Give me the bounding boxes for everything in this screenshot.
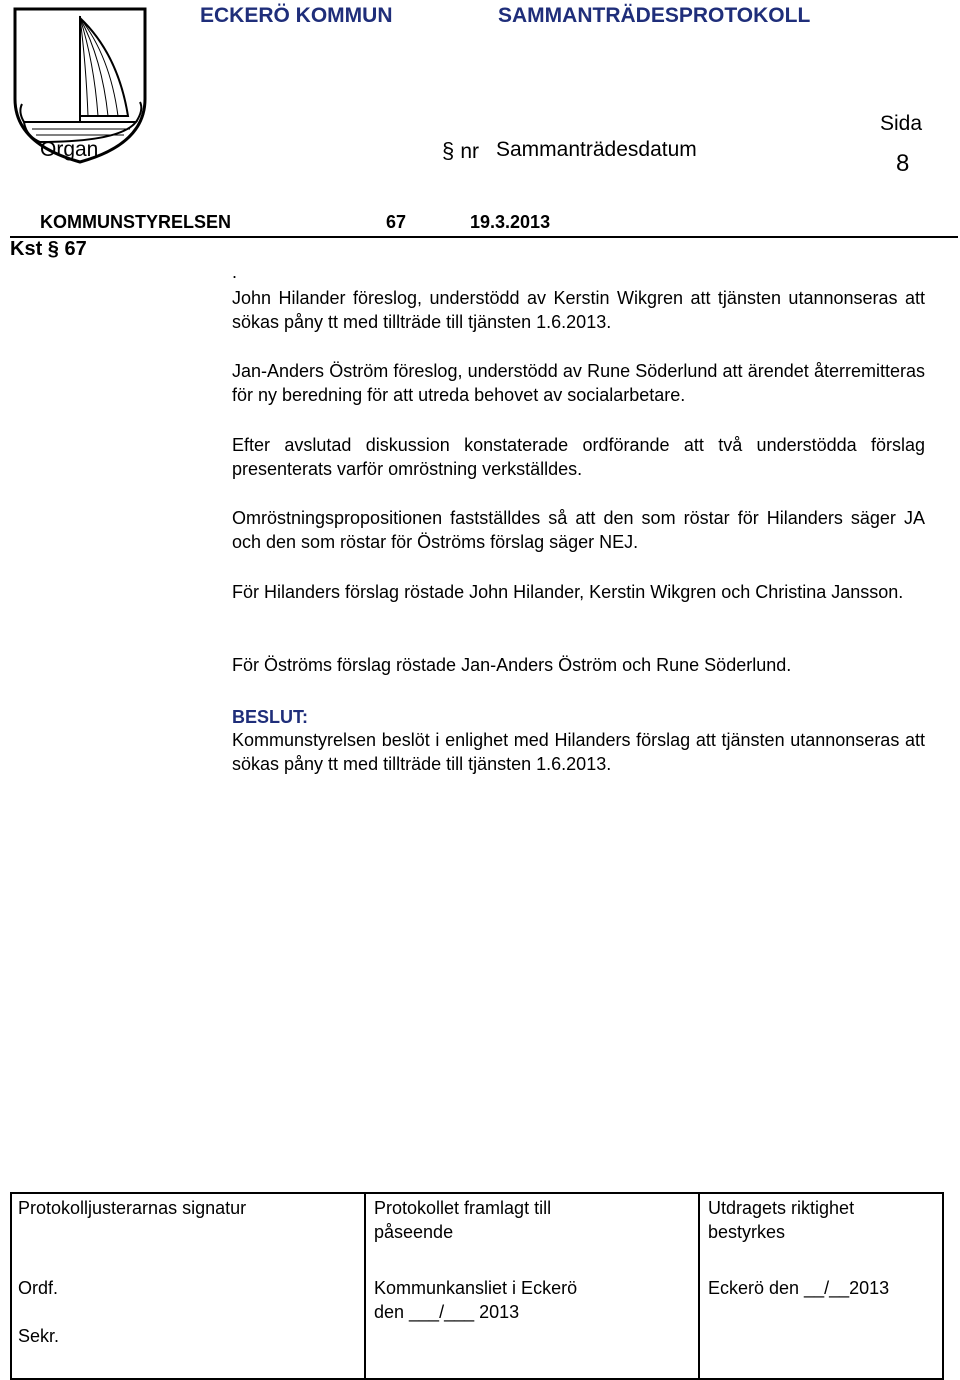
nr-label-text: nr	[460, 140, 480, 163]
signature-column	[12, 1194, 364, 1378]
paragraph-1	[232, 286, 925, 334]
leading-dot: .	[232, 262, 238, 282]
organ-value: KOMMUNSTYRELSEN	[40, 212, 232, 232]
decision-text	[232, 728, 925, 776]
paragraph-4	[232, 506, 925, 554]
org-name: ECKERÖ KOMMUN	[200, 4, 393, 27]
nr-value: 67	[386, 212, 407, 232]
page-label: Sida	[880, 112, 923, 135]
document-type: SAMMANTRÄDESPROTOKOLL	[498, 4, 811, 27]
paragraph-5	[232, 580, 925, 604]
paragraph-6	[232, 653, 925, 677]
secretary-label: Sekr.	[18, 1326, 60, 1346]
certification-column	[698, 1194, 942, 1378]
decision-text-body: Kommunstyrelsen beslöt i enlighet med Hilanders förslag att tjänsten utannonseras att sökas påny tt med tillträde till tjänsten 1.6.2013.	[232, 730, 925, 774]
chair-label: Ordf.	[18, 1278, 59, 1298]
paragraph-4-text: Omröstningspropositionen fastställdes så att den som röstar för Hilanders säger JA och den som röstar för Öströms förslag säger NEJ.	[232, 508, 925, 552]
publication-date: den ___/___ 2013	[374, 1302, 520, 1322]
signature-heading: Protokolljusterarnas signatur	[18, 1198, 247, 1218]
publication-heading-2: påseende	[374, 1222, 454, 1242]
paragraph-6-text: För Öströms förslag röstade Jan-Anders Öström och Rune Söderlund.	[232, 655, 792, 675]
paragraph-3	[232, 433, 925, 481]
header-divider	[10, 236, 958, 238]
certification-date: Eckerö den __/__2013	[708, 1278, 890, 1298]
certification-heading-2: bestyrkes	[708, 1222, 786, 1242]
publication-heading-1: Protokollet framlagt till	[374, 1198, 552, 1218]
paragraph-2-text: Jan-Anders Öström föreslog, understödd av Rune Söderlund att ärendet återremitteras för ny beredning för att utreda behovet av socialarbetare.	[232, 361, 925, 405]
paragraph-3-text: Efter avslutad diskussion konstaterade ordförande att två understödda förslag presenterats varför omröstning verkställdes.	[232, 435, 925, 479]
organ-label: Organ	[40, 138, 99, 161]
section-label: Kst § 67	[10, 238, 87, 260]
nr-label: § nr	[442, 138, 480, 163]
paragraph-5-text: För Hilanders förslag röstade John Hilander, Kerstin Wikgren och Christina Jansson.	[232, 582, 904, 602]
datum-value: 19.3.2013	[470, 212, 551, 232]
publication-column	[364, 1194, 700, 1378]
paragraph-1-text: John Hilander föreslog, understödd av Kerstin Wikgren att tjänsten utannonseras att sökas påny tt med tillträde till tjänsten 1.6.2013.	[232, 288, 925, 332]
signature-table	[10, 1192, 944, 1380]
datum-label: Sammanträdesdatum	[496, 138, 697, 161]
publication-place: Kommunkansliet i Eckerö	[374, 1278, 578, 1298]
certification-heading-1: Utdragets riktighet	[708, 1198, 855, 1218]
paragraph-2	[232, 359, 925, 407]
decision-heading: BESLUT:	[232, 707, 308, 727]
page-number: 8	[896, 150, 910, 177]
